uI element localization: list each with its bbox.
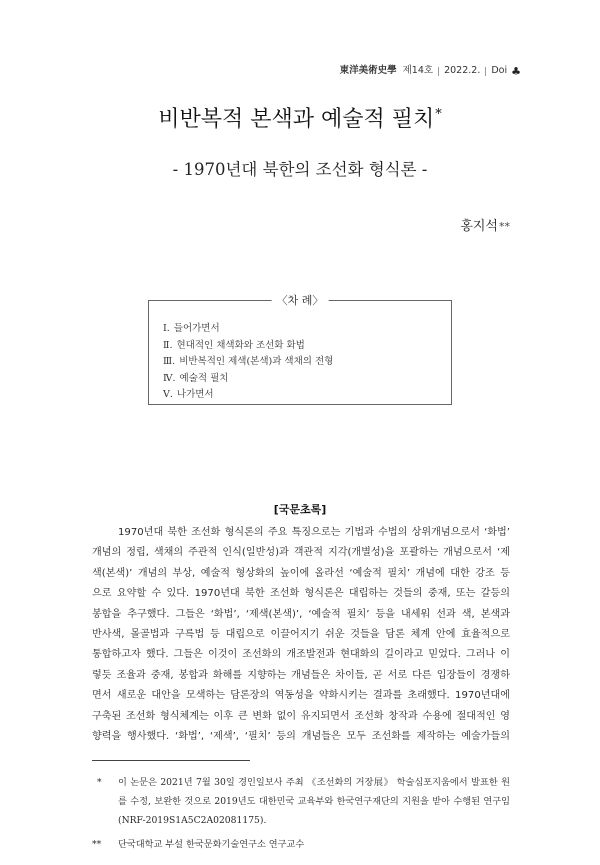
abstract-line: 통합하고자 했다. 그들은 이것이 조선화의 개조발전과 현대화의 길이라고 믿었다. 그러나 이 (92, 649, 510, 661)
toc-item (163, 387, 333, 404)
toc-heading: 〈차 례〉 (272, 293, 329, 309)
abstract-line: 1970년대 북한 조선화 형식론의 주요 특징으로는 기법과 수법의 상위개념으로서 ‘화법’ (118, 527, 510, 538)
running-head (340, 64, 521, 78)
footnote-rule (92, 760, 250, 761)
table-of-contents (148, 294, 452, 405)
footnote (92, 773, 510, 830)
separator (438, 67, 439, 76)
abstract-line: 향력을 행사했다. ‘화법’, ‘제색’, ‘필치’ 등의 개념들은 모두 조선화를 제작하는 예술가들의 (92, 730, 510, 742)
doi-label: Doi (491, 65, 508, 76)
toc-label: 예술적 필치 (179, 372, 229, 384)
abstract-line: 봉합을 추구했다. 그들은 ‘화법’, ‘제색(본색)’, ‘예술적 필치’ 등을 내세워 선과 색, 본색과 (92, 608, 510, 620)
title-footnote-marker: * (435, 107, 442, 122)
toc-numeral: Ⅴ. (163, 389, 173, 400)
footnote-line: 단국대학교 부설 한국문화기술연구소 연구교수 (118, 839, 305, 850)
abstract-line: 개념의 정립, 색채의 주관적 인식(일반성)과 객관적 지각(개별성)을 포괄하는 개념으로서 ‘제 (92, 547, 510, 559)
abstract-heading: [국문초록] (273, 503, 327, 516)
abstract-line: 렇듯 조율과 중재, 봉합과 화해를 지향하는 개념들은 차이들, 곧 서로 다른 입장들이 경쟁하 (92, 669, 510, 681)
footnote-line: 를 수정, 보완한 것으로 2019년도 대한민국 교육부와 한국연구재단의 지원을 받아 수행된 연구임 (118, 796, 510, 807)
toc-numeral: Ⅳ. (163, 372, 176, 384)
separator (485, 67, 486, 76)
toc-numeral: Ⅱ. (163, 339, 173, 351)
author-name: 홍지석 (460, 219, 498, 234)
club-icon (511, 66, 521, 77)
paper-title (0, 105, 600, 138)
toc-list (163, 321, 333, 404)
abstract-line: 색(본색)’ 개념의 부상, 예술적 형상화의 높이에 올라선 ‘예술적 필치’ 개념에 대한 강조 등 (92, 567, 510, 579)
toc-numeral: Ⅰ. (163, 323, 170, 334)
footnote-marker: * (97, 777, 102, 788)
toc-label: 비반복적인 제색(본색)과 색채의 전형 (179, 356, 334, 367)
footnotes (92, 773, 510, 854)
toc-item (163, 338, 333, 355)
publication-date: 2022.2. (444, 65, 481, 76)
journal-name: 東洋美術史學 (339, 65, 397, 76)
toc-label: 나가면서 (176, 389, 214, 400)
author (460, 218, 510, 236)
abstract-line: 구축된 조선화 형식체계는 이후 큰 변화 없이 유지되면서 조선화 창작과 수용에 절대적인 영 (92, 710, 510, 722)
toc-item (163, 354, 333, 371)
abstract-body (92, 523, 510, 747)
footnote-marker: ** (92, 839, 102, 850)
issue-number: 제14호 (402, 65, 434, 76)
abstract-line: 면서 새로운 대안을 모색하는 담론장의 역동성을 약화시키는 결과를 초래했다. 1970년대에 (92, 690, 510, 702)
author-footnote-marker: ** (499, 220, 510, 233)
toc-item (163, 371, 333, 388)
abstract-line: 으로 요약할 수 있다. 1970년대 북한 조선화 형식론은 대립하는 것들의 중재, 또는 갈등의 (92, 588, 510, 600)
footnote-line: 이 논문은 2021년 7월 30일 경인일보사 주최 《조선화의 거장展》 학술심포지움에서 발표한 원 (118, 777, 510, 788)
paper-title-text: 비반복적 본색과 예술적 필치 (158, 107, 435, 132)
footnote-line: (NRF-2019S1A5C2A02081175). (118, 815, 267, 826)
abstract-line: 반사색, 몰골법과 구륵법 등 대립으로 이끌어지기 쉬운 것들을 담론 체계 안에 효율적으로 (92, 628, 510, 640)
toc-label: 들어가면서 (173, 323, 220, 334)
paper-subtitle: - 1970년대 북한의 조선화 형식론 - (172, 160, 428, 179)
toc-numeral: Ⅲ. (163, 356, 176, 367)
toc-item (163, 321, 333, 338)
footnote (92, 835, 510, 854)
toc-label: 현대적인 채색화와 조선화 화법 (176, 339, 305, 351)
